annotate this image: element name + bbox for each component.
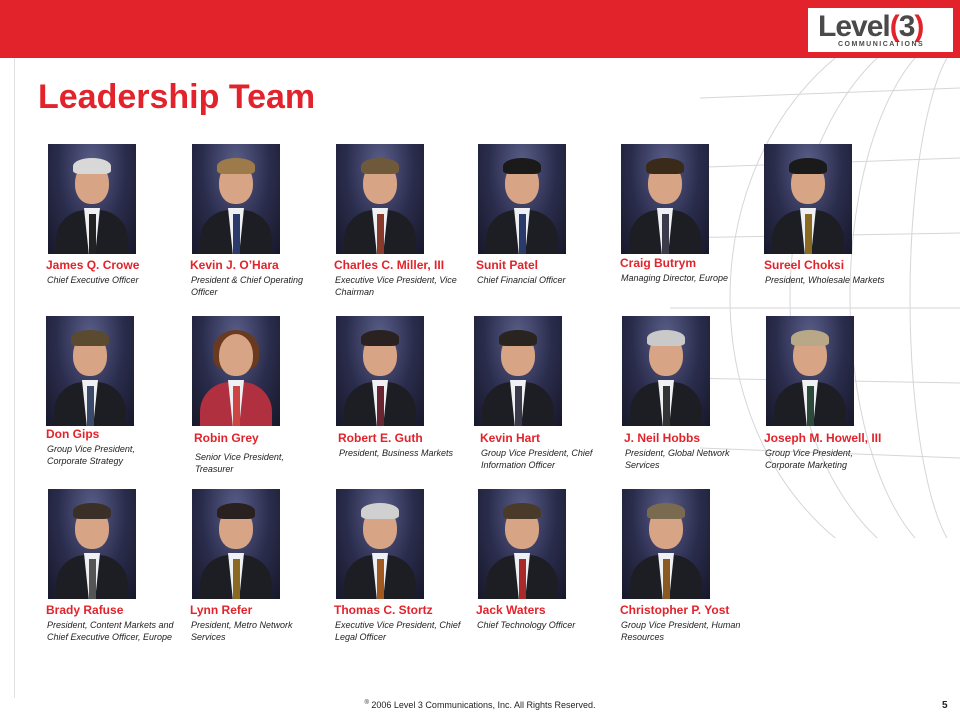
member-title: President, Content Markets and Chief Executive Officer, Europe [47,620,174,642]
member-name: Craig Butrym [620,256,697,270]
company-logo [808,8,953,52]
logo-subtitle: COMMUNICATIONS [838,41,925,48]
member-title: Group Vice President, Corporate Marketing [765,448,853,470]
header-bar [0,0,960,58]
registered-mark: ® [364,700,369,706]
member-title: President & Chief Operating Officer [191,275,304,297]
headshot-photo [766,316,854,426]
member-title: Executive Vice President, Vice Chairman [335,275,457,297]
member-title: Chief Financial Officer [477,275,566,285]
headshot-photo [478,489,566,599]
headshot-photo [48,489,136,599]
member-title: Group Vice President, Corporate Strategy [47,444,135,466]
headshot-photo [192,316,280,426]
logo-paren-close: ) [914,10,924,43]
member-name: James Q. Crowe [46,258,140,272]
headshot-photo [764,144,852,254]
member-title: Group Vice President, Chief Information Officer [481,448,593,470]
member-name: Christopher P. Yost [620,603,730,617]
member-title: Senior Vice President, Treasurer [195,452,284,474]
headshot-photo [336,489,424,599]
member-title: Group Vice President, Human Resources [621,620,741,642]
headshot-photo [46,316,134,426]
copyright-footer [0,700,960,710]
headshot-photo [336,316,424,426]
headshot-photo [336,144,424,254]
headshot-photo [474,316,562,426]
headshot-photo [622,489,710,599]
member-title: President, Business Markets [339,448,454,458]
member-name: Kevin J. O’Hara [190,258,279,272]
member-name: Joseph M. Howell, III [764,431,882,445]
member-name: Jack Waters [476,603,546,617]
page-title: Leadership Team [38,78,316,116]
member-title: President, Global Network Services [625,448,730,470]
headshot-photo [622,316,710,426]
headshot-photo [48,144,136,254]
member-name: Brady Rafuse [46,603,124,617]
headshot-photo [621,144,709,254]
member-name: Robert E. Guth [338,431,423,445]
member-name: Charles C. Miller, III [334,258,445,272]
member-name: Sunit Patel [476,258,539,272]
member-title: Chief Executive Officer [47,275,139,285]
left-divider [14,58,15,698]
headshot-photo [192,489,280,599]
member-title: Executive Vice President, Chief Legal Officer [335,620,461,642]
member-name: Kevin Hart [480,431,541,445]
page-number: 5 [942,700,948,711]
headshot-photo [478,144,566,254]
member-title: President, Metro Network Services [191,620,293,642]
member-title: Chief Technology Officer [477,620,576,630]
member-title: Managing Director, Europe [621,273,729,283]
member-name: Robin Grey [194,431,259,445]
member-name: Thomas C. Stortz [334,603,433,617]
logo-word: Level [818,10,890,43]
logo-paren-open: ( [889,10,899,43]
member-name: J. Neil Hobbs [624,431,701,445]
headshot-photo [192,144,280,254]
logo-number: 3 [898,10,915,43]
member-name: Sureel Choksi [764,258,845,272]
member-name: Don Gips [46,427,100,441]
member-title: President, Wholesale Markets [765,275,885,285]
member-name: Lynn Refer [190,603,253,617]
copyright-text: 2006 Level 3 Communications, Inc. All Rights Reserved. [368,700,596,710]
